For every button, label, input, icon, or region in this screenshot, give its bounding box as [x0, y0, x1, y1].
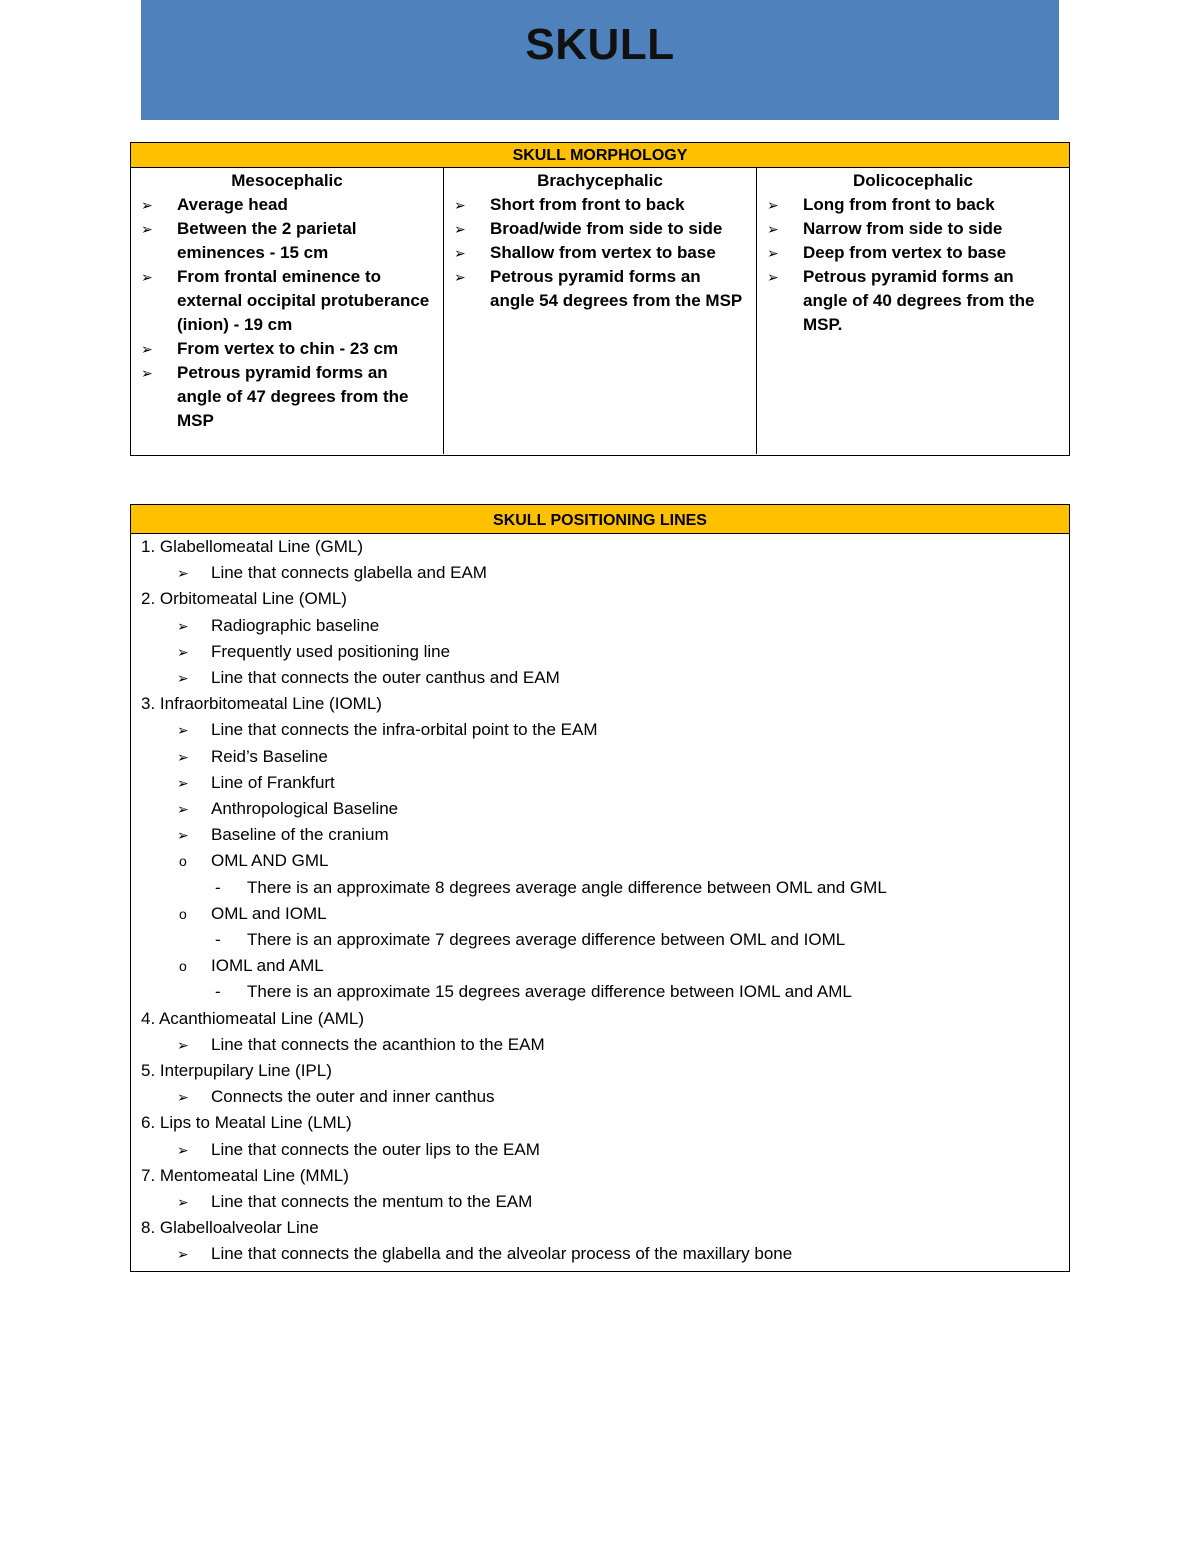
column-dolicocephalic: [757, 168, 1069, 454]
list-item: ➢ Deep from vertex to base: [803, 241, 1061, 265]
list-item: ➢ Petrous pyramid forms an angle 54 degrees from the MSP: [490, 265, 748, 313]
title-banner: [141, 0, 1059, 120]
line-heading: 1. Glabellomeatal Line (GML): [141, 537, 364, 556]
line-heading: 4. Acanthiomeatal Line (AML): [141, 1008, 365, 1028]
line-bullet: ➢ Line of Frankfurt: [131, 770, 1069, 796]
column-mesocephalic: [131, 168, 444, 454]
line-heading: 7. Mentomeatal Line (MML): [141, 1165, 349, 1185]
list-item: ➢ From frontal eminence to external occipital protuberance (inion) - 19 cm: [177, 265, 435, 337]
line-subitem: o OML AND GML: [131, 848, 1069, 874]
line-detail: - There is an approximate 7 degrees average difference between OML and IOML: [131, 927, 1069, 953]
list-item: ➢ Short from front to back: [490, 193, 748, 217]
line-bullet: ➢ Frequently used positioning line: [131, 639, 1069, 665]
list-item: ➢ Long from front to back: [803, 193, 1061, 217]
page-title: SKULL: [525, 20, 675, 69]
line-subitem: o OML and IOML: [131, 901, 1069, 927]
column-brachycephalic: [444, 168, 757, 454]
positioning-header: SKULL POSITIONING LINES: [131, 505, 1069, 534]
line-heading: 3. Infraorbitomeatal Line (IOML): [141, 694, 382, 714]
morphology-header: SKULL MORPHOLOGY: [131, 143, 1069, 168]
line-bullet: ➢ Line that connects the mentum to the EAM: [131, 1189, 1069, 1215]
list-item: ➢ Broad/wide from side to side: [490, 217, 748, 241]
line-bullet: ➢ Line that connects the infra-orbital point to the EAM: [131, 717, 1069, 743]
line-bullet: ➢ Anthropological Baseline: [131, 796, 1069, 822]
line-bullet: ➢ Radiographic baseline: [131, 613, 1069, 639]
list-item: ➢ Petrous pyramid forms an angle of 47 degrees from the MSP: [177, 361, 435, 433]
list-item: ➢ Narrow from side to side: [803, 217, 1061, 241]
line-bullet: ➢ Line that connects the outer canthus and EAM: [131, 665, 1069, 691]
skull-positioning-lines-table: [130, 504, 1070, 1272]
column-title: Brachycephalic: [537, 171, 663, 190]
bullet-list: [757, 193, 1069, 337]
line-heading: 5. Interpupilary Line (IPL): [141, 1061, 332, 1081]
list-item: ➢ Average head: [177, 193, 435, 217]
line-bullet: ➢ Baseline of the cranium: [131, 822, 1069, 848]
bullet-list: [131, 193, 443, 433]
line-bullet: ➢ Line that connects the outer lips to the EAM: [131, 1137, 1069, 1163]
column-title: Mesocephalic: [231, 171, 343, 190]
line-subitem: o IOML and AML: [131, 953, 1069, 979]
column-title: Dolicocephalic: [853, 171, 973, 190]
list-item: ➢ From vertex to chin - 23 cm: [177, 337, 435, 361]
line-bullet: ➢ Line that connects the acanthion to the EAM: [131, 1032, 1069, 1058]
line-heading: 6. Lips to Meatal Line (LML): [141, 1113, 352, 1133]
line-bullet: ➢ Connects the outer and inner canthus: [131, 1084, 1069, 1110]
list-item: ➢ Shallow from vertex to base: [490, 241, 748, 265]
list-item: ➢ Petrous pyramid forms an angle of 40 degrees from the MSP.: [803, 265, 1061, 337]
bullet-list: [444, 193, 756, 313]
skull-morphology-table: [130, 142, 1070, 456]
line-bullet: ➢ Line that connects the glabella and the alveolar process of the maxillary bone: [131, 1241, 1069, 1267]
list-item: ➢ Between the 2 parietal eminences - 15 cm: [177, 217, 435, 265]
line-bullet: ➢ Reid’s Baseline: [131, 744, 1069, 770]
line-heading: 2. Orbitomeatal Line (OML): [141, 589, 347, 609]
line-heading: 8. Glabelloalveolar Line: [141, 1218, 319, 1238]
line-detail: - There is an approximate 15 degrees average difference between IOML and AML: [131, 979, 1069, 1005]
positioning-lines-body: [131, 534, 1069, 1268]
line-bullet: ➢ Line that connects glabella and EAM: [131, 560, 1069, 586]
morphology-columns: [131, 168, 1069, 454]
line-detail: - There is an approximate 8 degrees average angle difference between OML and GML: [131, 875, 1069, 901]
